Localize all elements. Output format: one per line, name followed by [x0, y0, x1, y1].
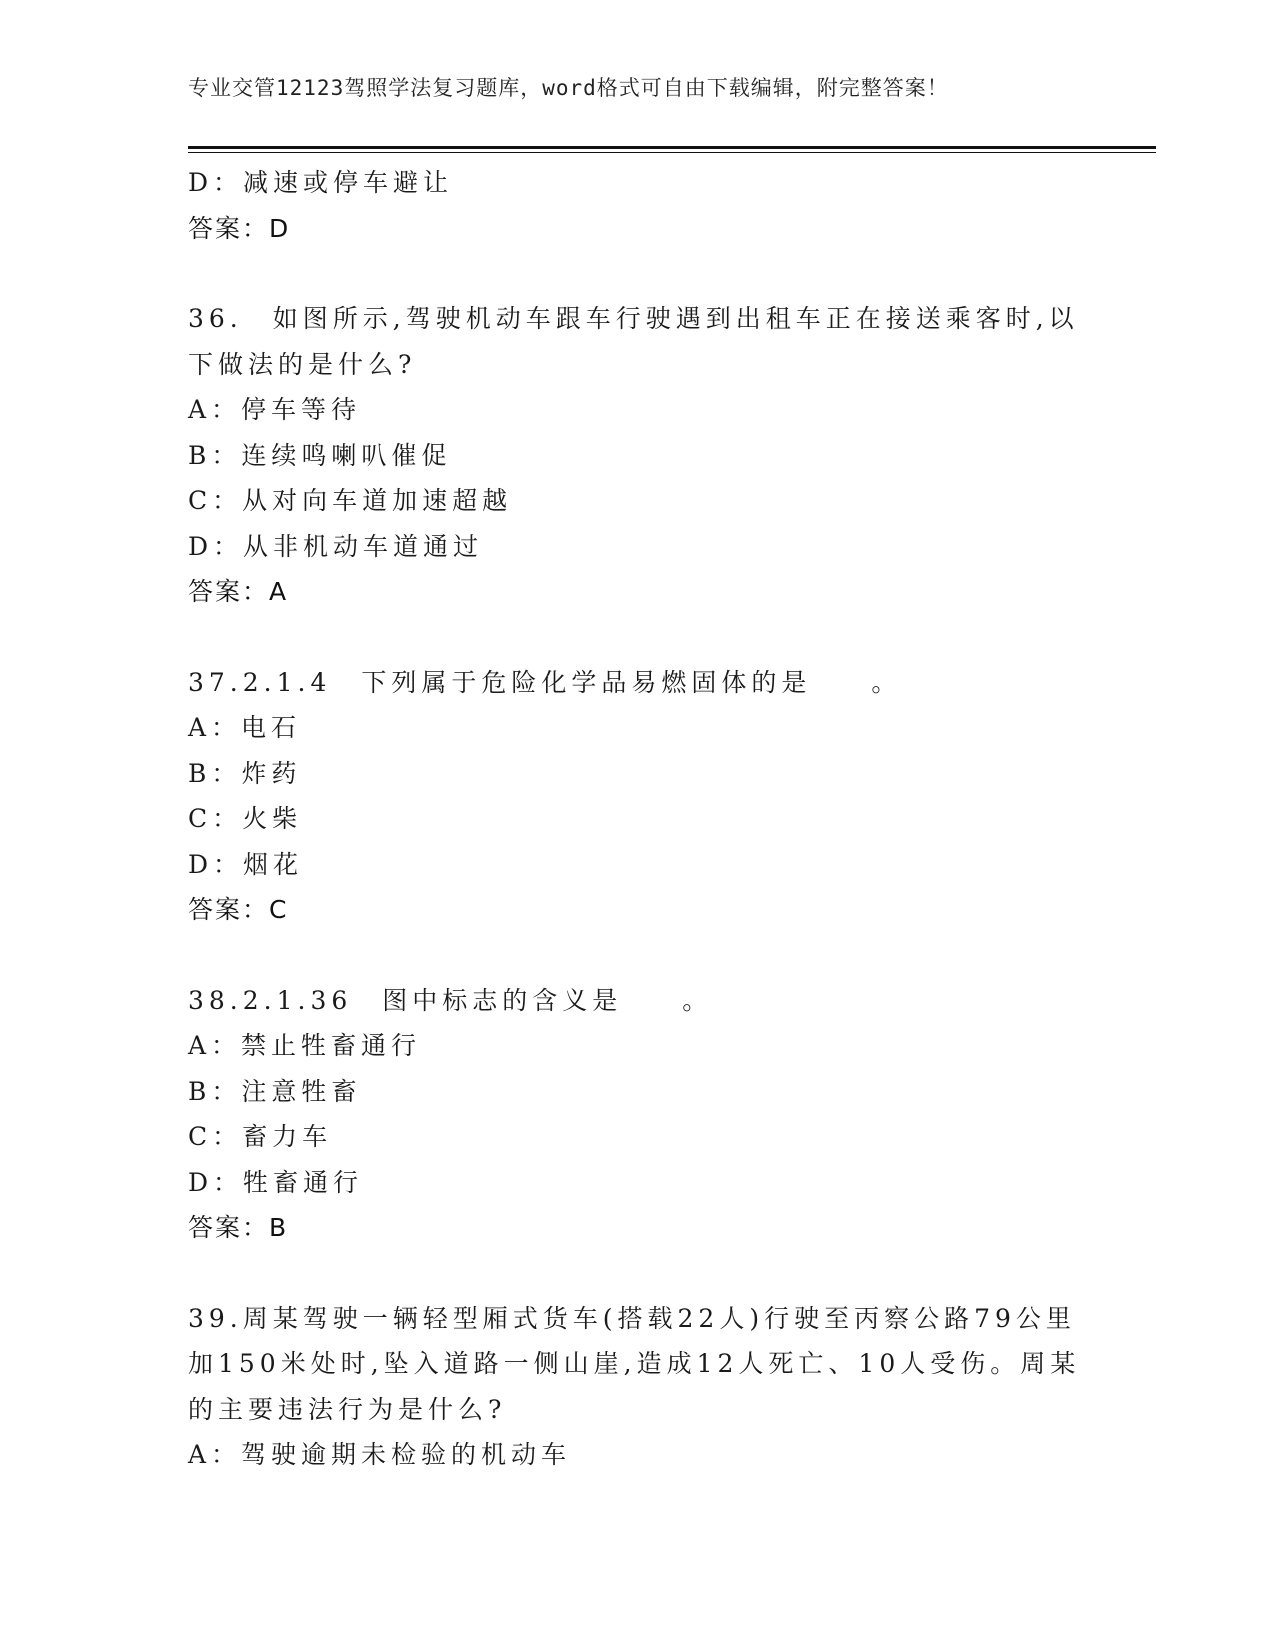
- option-d: D：烟花: [188, 849, 304, 879]
- header-rule-thin: [188, 152, 1156, 153]
- answer-line: 答案：D: [188, 213, 291, 243]
- question-list: [188, 160, 1088, 1478]
- option-b: B：炸药: [188, 758, 302, 788]
- option-b: B：连续鸣喇叭催促: [188, 440, 452, 470]
- option-d: D：减速或停车避让: [188, 168, 454, 197]
- question-text: 38.2.1.36 图中标志的含义是 。: [188, 985, 713, 1015]
- option-d: D：牲畜通行: [188, 1167, 364, 1197]
- question-text: 36. 如图所示,驾驶机动车跟车行驶遇到出租车正在接送乘客时,以下做法的是什么?: [188, 304, 1079, 379]
- answer-line: 答案：A: [188, 577, 289, 606]
- option-c: C：火柴: [188, 804, 303, 833]
- question-36: [188, 296, 1088, 615]
- question-text: 39.周某驾驶一辆轻型厢式货车(搭载22人)行驶至丙察公路79公里加150米处时,坠入道路一侧山崖,造成12人死亡、10人受伤。周某的主要违法行为是什么?: [188, 1303, 1081, 1424]
- option-c: C：畜力车: [188, 1122, 333, 1151]
- option-d: D：从非机动车道通过: [188, 531, 484, 561]
- option-a: A：驾驶逾期未检验的机动车: [188, 1440, 572, 1469]
- question-text: 37.2.1.4 下列属于危险化学品易燃固体的是 。: [188, 667, 902, 697]
- option-a: A：禁止牲畜通行: [188, 1031, 422, 1060]
- option-c: C：从对向车道加速超越: [188, 486, 513, 515]
- option-a: A：电石: [188, 713, 302, 742]
- page-header: 专业交管12123驾照学法复习题库，word格式可自由下载编辑，附完整答案！: [188, 76, 949, 100]
- question-39: [188, 1296, 1088, 1478]
- question-38: [188, 978, 1088, 1251]
- answer-line: 答案：B: [188, 1213, 289, 1242]
- header-rule-thick: [188, 146, 1156, 149]
- question-37: [188, 660, 1088, 933]
- option-a: A：停车等待: [188, 395, 362, 424]
- answer-line: 答案：C: [188, 895, 289, 924]
- carryover-block: [188, 160, 1088, 251]
- option-b: B：注意牲畜: [188, 1076, 362, 1106]
